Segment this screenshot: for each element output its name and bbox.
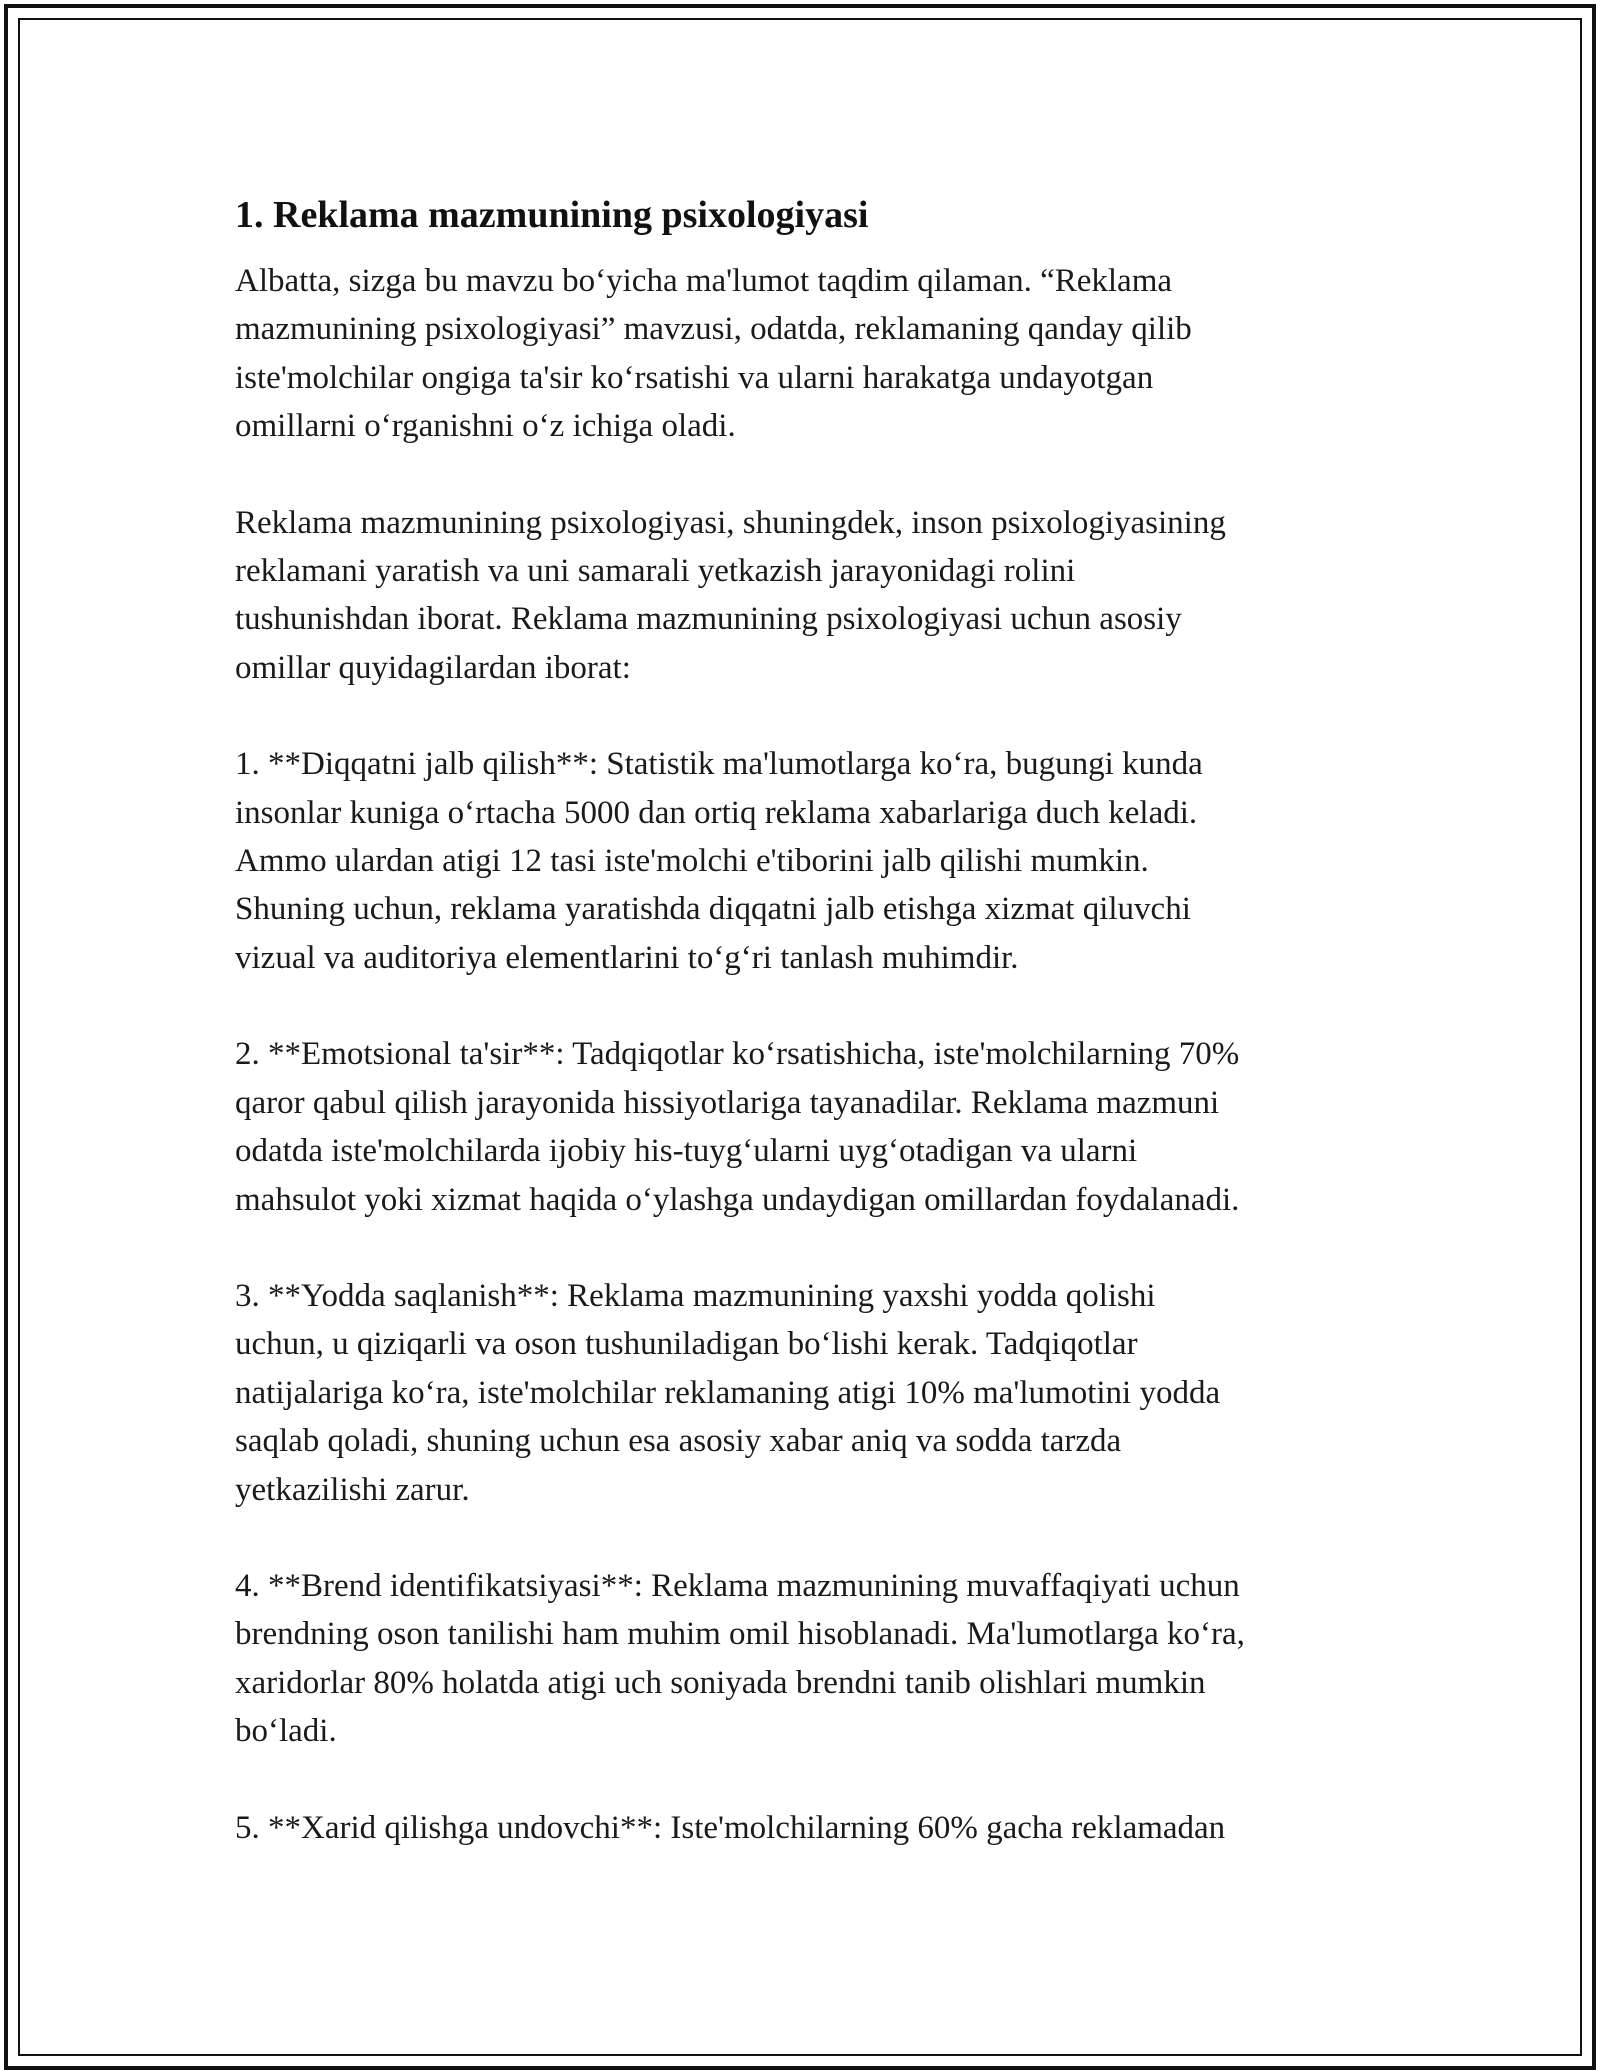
document-body <box>235 185 1375 1900</box>
list-item-purchase-motivation: 5. **Xarid qilishga undovchi**: Iste'molchilarning 60% gacha reklamadan <box>235 1809 1226 1846</box>
section-heading: 1. Reklama mazmunining psixologiyasi <box>235 194 869 236</box>
list-item-memorability: 3. **Yodda saqlanish**: Reklama mazmunining yaxshi yodda qolishi uchun, u qiziqarli va oson tushuniladigan bo‘lishi kerak. Tadqiqotlar natijalariga ko‘ra, iste'molchilar reklamaning atigi 10% ma'lumotini yodda saqlab qoladi, shuning uchun esa asosiy xabar aniq va sodda tarzda yetkazilishi zarur. <box>235 1277 1221 1508</box>
definition-paragraph: Reklama mazmunining psixologiyasi, shuningdek, inson psixologiyasining reklamani yaratish va uni samarali yetkazish jarayonidagi rolini tushunishdan iborat. Reklama mazmunining psixologiyasi uchun asosiy omillar quyidagilardan iborat: <box>235 504 1226 686</box>
intro-paragraph: Albatta, sizga bu mavzu bo‘yicha ma'lumot taqdim qilaman. “Reklama mazmunining psixologiyasi” mavzusi, odatda, reklamaning qanday qilib iste'molchilar ongiga ta'sir ko‘rsatishi va ularni harakatga undayotgan omillarni o‘rganishni o‘z ichiga oladi. <box>235 263 1192 445</box>
list-item-emotional-impact: 2. **Emotsional ta'sir**: Tadqiqotlar ko‘rsatishicha, iste'molchilarning 70% qaror qabul qilish jarayonida hissiyotlariga tayanadilar. Reklama mazmuni odatda iste'molchilarda ijobiy his-tuyg‘ularni uyg‘otadigan va ularni mahsulot yoki xizmat haqida o‘ylashga undaydigan omillardan foydalanadi. <box>235 1036 1240 1218</box>
list-item-attention: 1. **Diqqatni jalb qilish**: Statistik ma'lumotlarga ko‘ra, bugungi kunda insonlar kuniga o‘rtacha 5000 dan ortiq reklama xabarlariga duch keladi. Ammo ulardan atigi 12 tasi iste'molchi e'tiborini jalb qilishi mumkin. Shuning uchun, reklama yaratishda diqqatni jalb etishga xizmat qiluvchi vizual va auditoriya elementlarini to‘g‘ri tanlash muhimdir. <box>235 746 1203 976</box>
list-item-brand-identification: 4. **Brend identifikatsiyasi**: Reklama mazmunining muvaffaqiyati uchun brendning oson tanilishi ham muhim omil hisoblanadi. Ma'lumotlarga ko‘ra, xaridorlar 80% holatda atigi uch soniyada brendni tanib olishlari mumkin bo‘ladi. <box>235 1567 1245 1750</box>
